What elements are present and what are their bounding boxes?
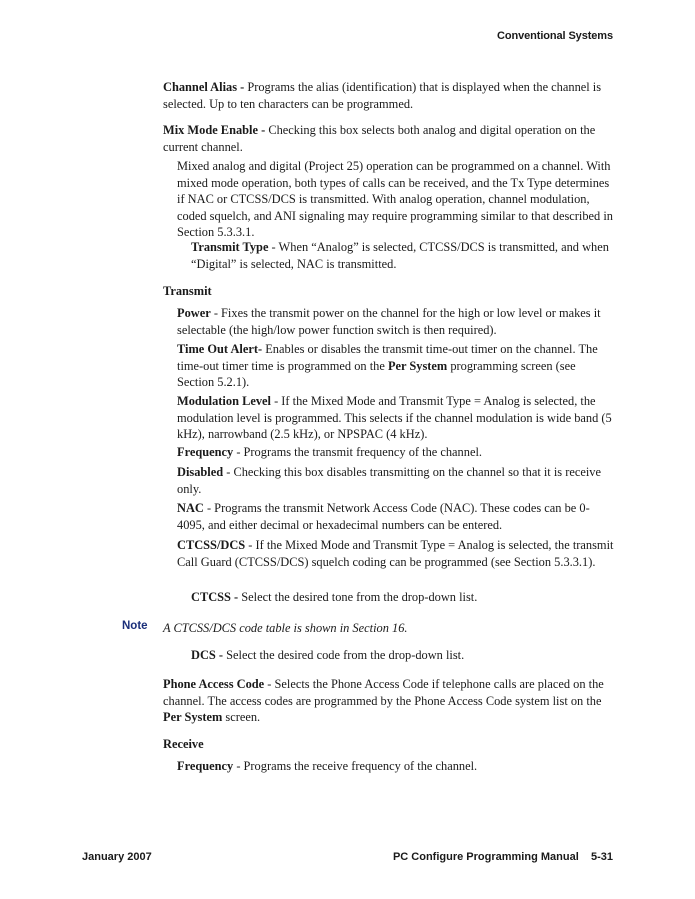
frequency-tx-para xyxy=(177,444,615,461)
phone-access-term: Phone Access Code xyxy=(163,677,265,691)
time-out-text-a: Enables or disables the transmit time-out timer on the channel. The time-out timer time is programmed on the xyxy=(177,342,598,373)
modulation-term: Modulation Level xyxy=(177,394,271,408)
receive-heading: Receive xyxy=(163,737,204,751)
transmit-heading: Transmit xyxy=(163,284,212,298)
frequency-rx-para xyxy=(177,758,615,775)
ctcss-text: Select the desired tone from the drop-down list. xyxy=(238,590,478,604)
ctcss-dcs-term: CTCSS/DCS xyxy=(177,538,246,552)
frequency-tx-text: - Programs the transmit frequency of the channel. xyxy=(233,445,482,459)
time-out-term: Time Out Alert- xyxy=(177,342,263,356)
modulation-para xyxy=(177,393,615,443)
modulation-text: - If the Mixed Mode and Transmit Type = Analog is selected, the modulation level is programmed. This selects if the channel modulation is wide band (5 kHz), narrowband (2.5 kHz), or NPSPAC (4 kHz). xyxy=(177,394,612,442)
disabled-para xyxy=(177,464,615,497)
power-term: Power xyxy=(177,306,211,320)
dcs-term: DCS - xyxy=(191,648,224,662)
frequency-rx-term: Frequency xyxy=(177,759,234,773)
phone-access-bold: Per System xyxy=(163,710,223,725)
nac-term: NAC xyxy=(177,501,204,515)
note-label: Note xyxy=(122,620,148,632)
transmit-type-para xyxy=(191,239,615,272)
disabled-text: - Checking this box disables transmitting on the channel so that it is receive only. xyxy=(177,465,601,496)
ctcss-para xyxy=(191,589,615,606)
dcs-text: Select the desired code from the drop-down list. xyxy=(223,648,465,662)
ctcss-term: CTCSS - xyxy=(191,590,239,604)
nac-para xyxy=(177,500,615,533)
running-header: Conventional Systems xyxy=(497,30,613,42)
frequency-rx-text: - Programs the receive frequency of the channel. xyxy=(233,759,478,773)
phone-access-para xyxy=(163,676,615,726)
ctcss-dcs-para xyxy=(177,537,615,570)
mix-mode-para xyxy=(163,122,615,155)
mixed-operation-text: Mixed analog and digital (Project 25) operation can be programmed on a channel. With mixed mode operation, both types of calls can be received, and the Tx Type determines if NAC or CTCSS/DCS is transmitted. With analog operation, channel modulation, coded squelch, and ANI signaling may require programming similar to that described in Section 5.3.3.1. xyxy=(177,159,613,240)
mix-mode-text: Checking this box selects both analog and digital operation on the current channel. xyxy=(163,123,596,154)
power-text: - Fixes the transmit power on the channel for the high or low level or makes it selectable (the high/low power function switch is then required). xyxy=(177,306,601,337)
time-out-text-b: programming screen (see Section 5.2.1). xyxy=(177,358,576,390)
frequency-tx-term: Frequency xyxy=(177,445,234,459)
mix-mode-term: Mix Mode Enable - xyxy=(163,123,266,137)
dcs-para xyxy=(191,647,615,664)
mixed-operation-para xyxy=(177,158,615,241)
transmit-type-text: - When “Analog” is selected, CTCSS/DCS is transmitted, and when “Digital” is selected, NAC is transmitted. xyxy=(191,240,609,271)
channel-alias-text: Programs the alias (identification) that is displayed when the channel is selected. Up to ten characters can be programmed. xyxy=(163,80,602,111)
phone-access-text-a: - Selects the Phone Access Code if telephone calls are placed on the channel. The access codes are programmed by the Phone Access Code system list on the xyxy=(163,677,604,708)
channel-alias-para xyxy=(163,79,615,112)
disabled-term: Disabled xyxy=(177,465,224,479)
nac-text: - Programs the transmit Network Access Code (NAC). These codes can be 0-4095, and either decimal or hexadecimal numbers can be entered. xyxy=(177,501,590,532)
transmit-type-term: Transmit Type xyxy=(191,240,269,254)
power-para xyxy=(177,305,615,338)
channel-alias-term: Channel Alias - xyxy=(163,80,245,94)
ctcss-dcs-text: - If the Mixed Mode and Transmit Type = Analog is selected, the transmit Call Guard (CTCSS/DCS) squelch coding can be programmed (see Section 5.3.3.1). xyxy=(177,538,614,569)
footer-date: January 2007 xyxy=(82,851,152,863)
time-out-bold: Per System xyxy=(387,358,448,373)
note-text: A CTCSS/DCS code table is shown in Section 16. xyxy=(163,621,408,635)
time-out-para xyxy=(177,341,615,391)
phone-access-text-b: screen. xyxy=(222,710,261,725)
footer-title-page: PC Configure Programming Manual 5-31 xyxy=(392,851,613,863)
